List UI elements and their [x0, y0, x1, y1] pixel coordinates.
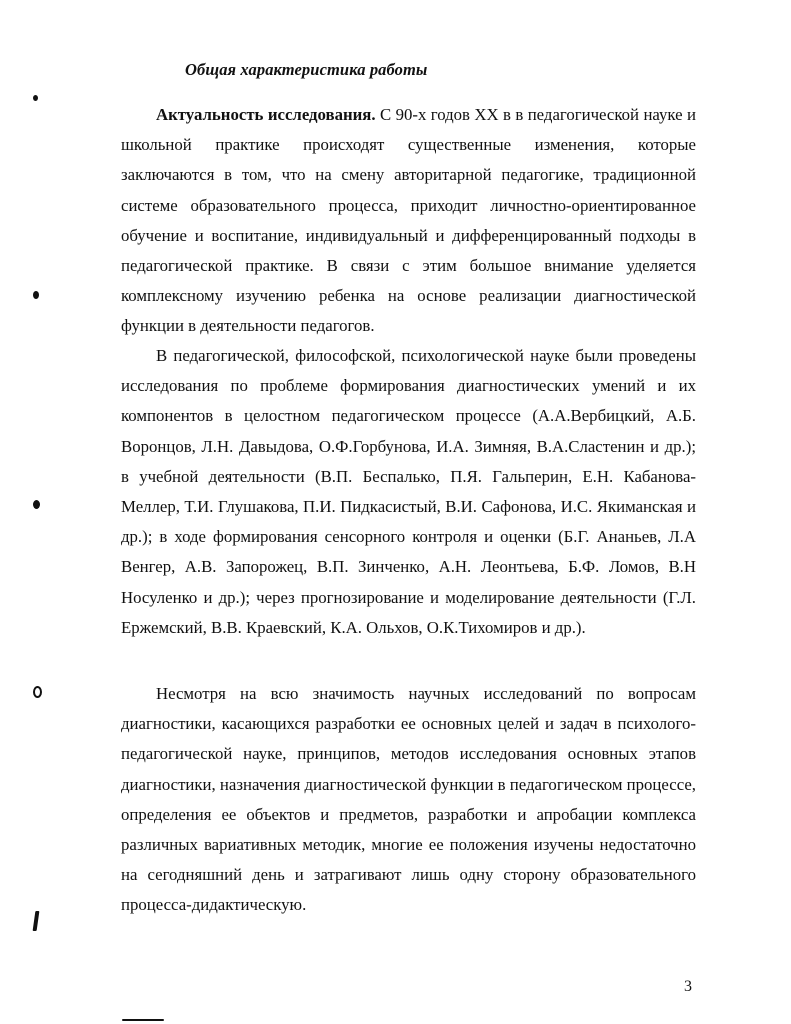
scan-mark-stroke — [122, 1019, 164, 1021]
paragraph-lead: Актуальность исследования. — [156, 105, 376, 124]
paragraph-text: Несмотря на всю значимость научных исследований по вопросам диагностики, касающихся разработки ее основных целей и задач в психолого-педагогической науке, принципов, методов исследования основных этапов диагностики, назначения диагностической функции в педагогическом процессе, определения ее объектов и предметов, разработки и апробации комплекса различных вариативных методик, многие ее положения изучены недостаточно на сегодняшний день и затрагивают лишь одну сторону образовательного процесса-дидактическую. — [121, 684, 696, 915]
paragraph-problem — [121, 679, 696, 921]
scan-mark-dot — [33, 95, 38, 101]
page-number: 3 — [684, 978, 692, 995]
paragraph-relevance — [121, 100, 696, 342]
scan-mark-dot — [33, 500, 40, 509]
scan-mark-dot — [33, 291, 39, 299]
paragraph-prior-research — [121, 341, 696, 643]
scan-mark-dot — [33, 686, 42, 698]
scan-mark-stroke — [33, 911, 40, 931]
paragraph-text: В педагогической, философской, психологической науке были проведены исследования по проблеме формирования диагностических умений и их компонентов в целостном педагогическом процессе (А.А.Вербицкий, А.Б. Воронцов, Л.Н. Давыдова, О.Ф.Горбунова, И.А. Зимняя, В.А.Сластенин и др.); в учебной деятельности (В.П. Беспалько, П.Я. Гальперин, Е.Н. Кабанова-Меллер, Т.И. Глушакова, П.И. Пидкасистый, В.И. Сафонова, И.С. Якиманская и др.); в ходе формирования сенсорного контроля и оценки (Б.Г. Ананьев, Л.А Венгер, А.В. Запорожец, В.П. Зинченко, А.Н. Леонтьева, Б.Ф. Ломов, В.Н Носуленко и др.); через прогнозирование и моделирование деятельности (Г.Л. Ержемский, В.В. Краевский, К.А. Ольхов, О.К.Тихомиров и др.). — [121, 346, 696, 637]
paragraph-text: С 90-х годов XX в в педагогической науке и школьной практике происходят существенные изменения, которые заключаются в том, что на смену авторитарной педагогике, традиционной системе образовательного процесса, приходит личностно-ориентированное обучение и воспитание, индивидуальный и дифференцированный подходы в педагогической практике. В связи с этим большое внимание уделяется комплексному изучению ребенка на основе реализации диагностической функции в деятельности педагогов. — [121, 105, 696, 336]
page-title: Общая характеристика работы — [185, 60, 428, 79]
